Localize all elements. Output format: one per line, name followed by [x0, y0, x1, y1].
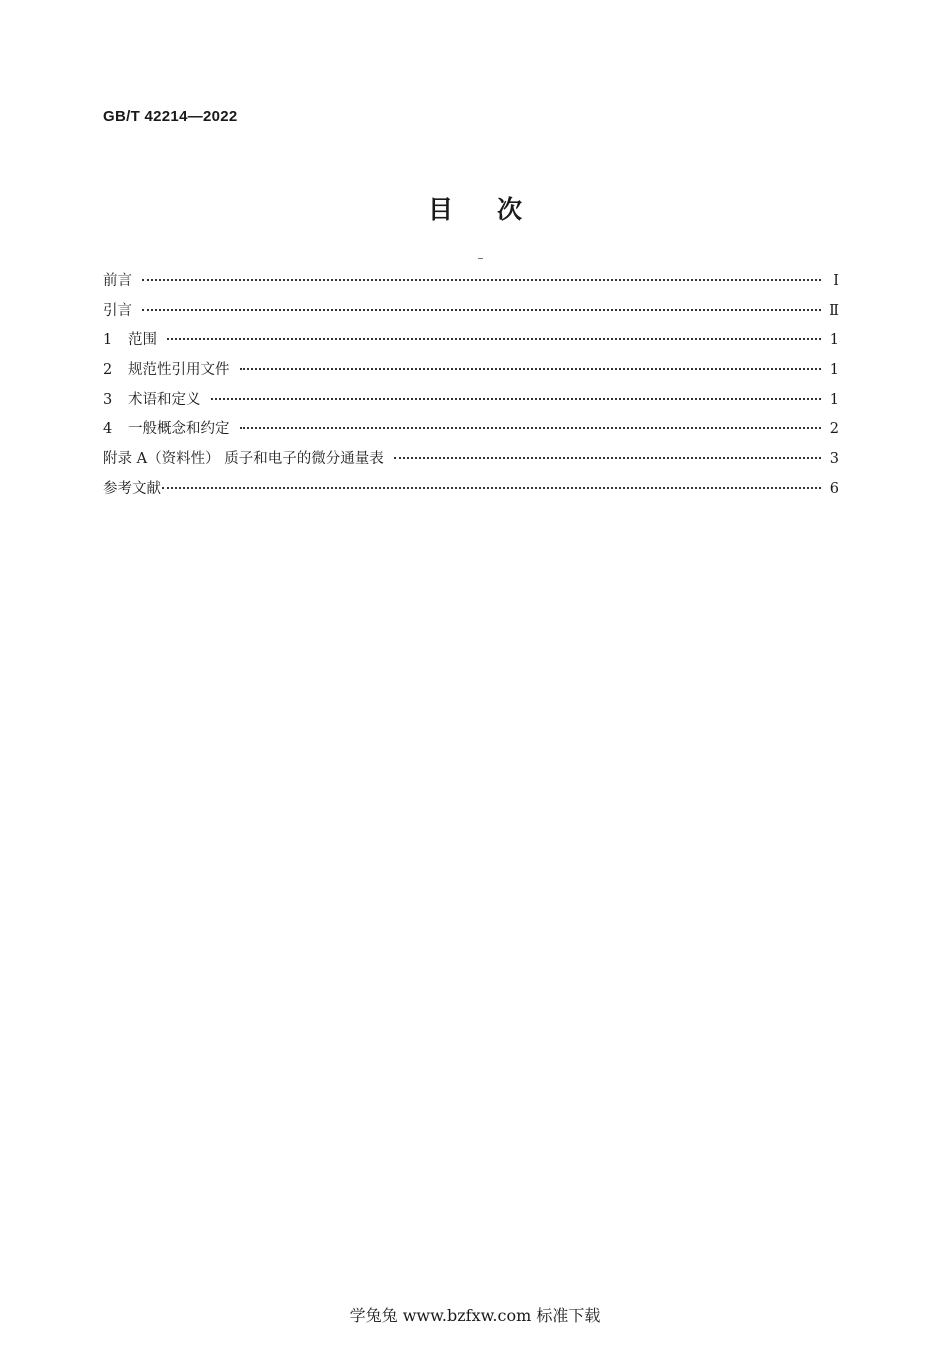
- toc-entry-foreword[interactable]: [103, 269, 839, 299]
- toc-entry-number: 4: [103, 421, 113, 438]
- toc-entry-label: 规范性引用文件: [128, 362, 230, 379]
- toc-entry-page: Ⅱ: [829, 302, 839, 319]
- toc-entry-label: 引言: [103, 302, 132, 319]
- toc-entry-scope[interactable]: [103, 328, 839, 358]
- toc-entry-page: 2: [829, 421, 839, 438]
- toc-leader: [142, 279, 821, 281]
- toc-entry-label: 一般概念和约定: [128, 421, 230, 438]
- toc-leader: [394, 457, 821, 459]
- standard-code: GB/T 42214—2022: [103, 108, 238, 125]
- toc-entry-page: 1: [829, 391, 839, 408]
- toc-entry-number: 3: [103, 391, 113, 408]
- watermark-footer: 学兔兔 www.bzfxw.com 标准下载: [349, 1306, 601, 1325]
- title-mark: [478, 258, 483, 259]
- toc-entry-page: 1: [829, 362, 839, 379]
- toc-title: 目次: [427, 195, 566, 224]
- toc-leader: [167, 338, 821, 340]
- toc-entry-introduction[interactable]: [103, 299, 839, 329]
- toc-leader: [162, 487, 821, 489]
- toc-entry-page: 3: [829, 451, 839, 468]
- toc-entry-general-concepts[interactable]: [103, 417, 839, 447]
- toc-leader: [142, 309, 821, 311]
- toc-entry-label: 范围: [128, 332, 157, 349]
- toc-leader: [240, 427, 822, 429]
- table-of-contents: [103, 269, 839, 507]
- toc-entry-label: 前言: [103, 273, 132, 289]
- toc-entry-label: 术语和定义: [128, 391, 201, 408]
- toc-entry-number: 1: [103, 332, 113, 349]
- toc-entry-number: 2: [103, 362, 113, 379]
- toc-entry-bibliography[interactable]: [103, 477, 839, 507]
- toc-leader: [240, 368, 822, 370]
- toc-entry-label: 参考文献: [103, 480, 161, 497]
- toc-entry-page: Ⅰ: [833, 273, 839, 289]
- toc-entry-page: 1: [829, 332, 839, 349]
- toc-entry-annex-a[interactable]: [103, 447, 839, 477]
- toc-entry-terms-definitions[interactable]: [103, 388, 839, 418]
- toc-entry-page: 6: [829, 480, 839, 497]
- toc-entry-label: 附录 A（资料性） 质子和电子的微分通量表: [103, 451, 384, 468]
- toc-leader: [211, 398, 822, 400]
- toc-entry-normative-references[interactable]: [103, 358, 839, 388]
